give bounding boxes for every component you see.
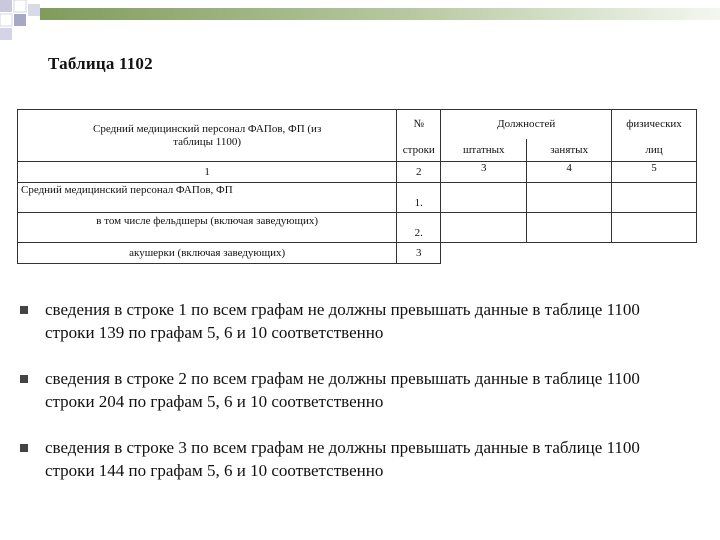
index-row — [18, 162, 697, 183]
notes-list — [20, 298, 680, 505]
row-label: Средний медицинский персонал ФАПов, ФП — [18, 183, 397, 213]
table-cell — [441, 213, 527, 243]
header-staff: штатных — [441, 139, 527, 162]
header-num-top: № — [397, 110, 441, 140]
row-label: в том числе фельдшеры (включая заведующих) — [18, 213, 397, 243]
table-cell — [527, 183, 612, 213]
page-title: Таблица 1102 — [48, 54, 153, 73]
row-number: 2. — [397, 213, 441, 243]
row-number: 3 — [397, 243, 441, 264]
square-bullet-icon — [20, 444, 28, 452]
index-cell: 1 — [18, 162, 397, 183]
index-cell: 4 — [527, 162, 612, 183]
header-decoration — [0, 0, 720, 40]
header-persons-top: физических — [612, 110, 697, 140]
header-positions: Должностей — [441, 110, 612, 140]
header-num-bottom: строки — [397, 139, 441, 162]
table-cell — [612, 243, 697, 264]
square-bullet-icon — [20, 306, 28, 314]
index-cell: 5 — [612, 162, 697, 183]
table-cell — [527, 213, 612, 243]
header-persons-bottom: лиц — [612, 139, 697, 162]
row-number: 1. — [397, 183, 441, 213]
row-label: акушерки (включая заведующих) — [18, 243, 397, 264]
note-text: сведения в строке 1 по всем графам не должны превышать данные в таблице 1100 строки 139 по графам 5, 6 и 10 соответственно — [45, 300, 640, 342]
index-cell: 3 — [441, 162, 527, 183]
list-item — [20, 436, 680, 482]
list-item — [20, 367, 680, 413]
list-item — [20, 298, 680, 344]
table-cell — [441, 243, 527, 264]
index-cell: 2 — [397, 162, 441, 183]
note-text: сведения в строке 3 по всем графам не должны превышать данные в таблице 1100 строки 144 по графам 5, 6 и 10 соответственно — [45, 438, 640, 480]
table-cell — [441, 183, 527, 213]
table-cell — [612, 183, 697, 213]
table-row — [18, 243, 697, 264]
header-occupied: занятых — [527, 139, 612, 162]
table-cell — [527, 243, 612, 264]
table-cell — [612, 213, 697, 243]
square-bullet-icon — [20, 375, 28, 383]
table-row — [18, 213, 697, 243]
note-text: сведения в строке 2 по всем графам не должны превышать данные в таблице 1100 строки 204 по графам 5, 6 и 10 соответственно — [45, 369, 640, 411]
header-col-description: Средний медицинский персонал ФАПов, ФП (из таблицы 1100) — [18, 110, 397, 162]
fap-staff-table — [17, 109, 697, 264]
table-row — [18, 183, 697, 213]
